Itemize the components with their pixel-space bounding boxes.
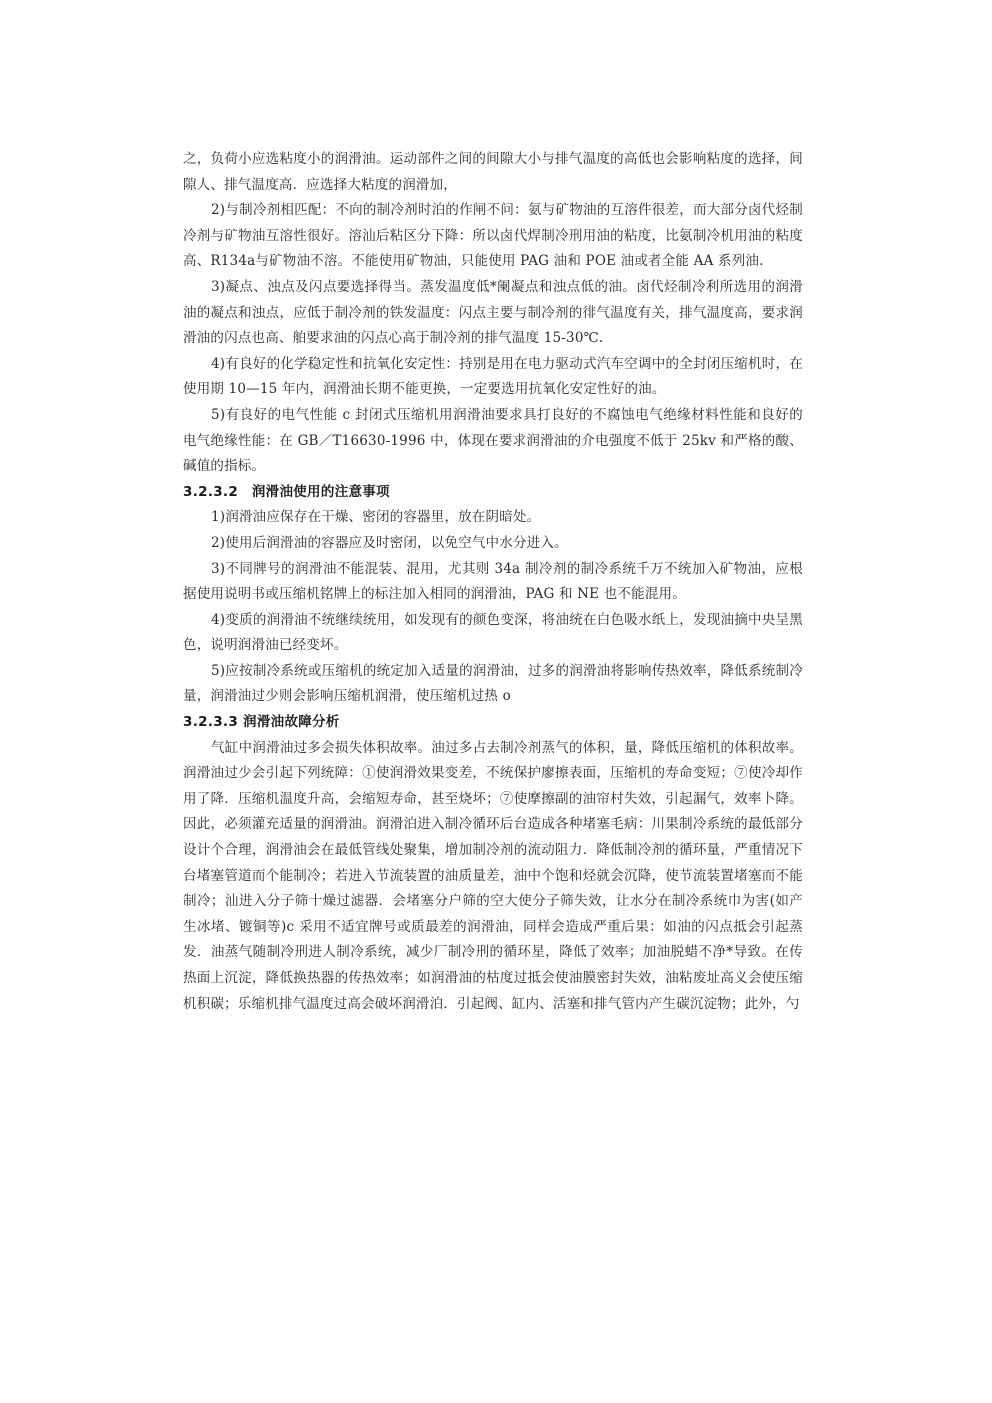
section-heading-usage-notes: 3.2.3.2 润滑油使用的注意事项 bbox=[183, 483, 390, 500]
paragraph-refrigerant-matching: 2)与制冷剂相匹配：不向的制冷剂时泊的作闸不问：氨与矿物油的互溶件很差，而大部分卤代烃制冷剂与矿物油互溶性很好。溶汕后粘区分下降：所以卤代焊制冷刑用油的粘度，比氨制冷机用油的粘度高、R134a与矿物油不溶。不能使用矿物油，只能使用 PAG 油和 POE 油或者全能 AA 系列油. bbox=[183, 202, 803, 270]
paragraph-correct-quantity: 5)应按制冷系统或压缩机的统定加入适量的润滑油，过多的润滑油将影响传热效率，降低系统制冷量，润滑油过少则会影响压缩机润滑，使压缩机过热 o bbox=[183, 662, 803, 705]
section-heading-fault-analysis: 3.2.3.3 润滑油故障分析 bbox=[183, 714, 340, 731]
paragraph-viscosity-selection: 之，负荷小应选粘度小的润滑油。运动部件之间的间隙大小与排气温度的高低也会影响粘度的选择，间隙人、排气温度高．应选择大粘度的润滑加， bbox=[183, 151, 803, 193]
paragraph-pour-cloud-flash-point: 3)凝点、浊点及闪点要选择得当。蒸发温度低*阑凝点和浊点低的油。卤代烃制冷利所选用的润滑油的凝点和浊点，应低于制冷剂的铁发温度：闪点主要与制冷剂的徘气温度有关，排气温度高，要求润滑油的闪点也高、舶要求油的闪点心高于制冷剂的排气温度 15-30℃. bbox=[183, 278, 803, 347]
paragraph-container-sealing: 2)使用后润滑油的容器应及时密闭，以免空气中水分进入。 bbox=[211, 534, 568, 551]
paragraph-storage: 1)润滑油应保存在干燥、密闭的容器里，放在阴暗处。 bbox=[211, 509, 541, 526]
paragraph-fault-analysis: 气缸中润滑油过多会损失体积故率。油过多占去制冷剂蒸气的体积，量，降低压缩机的体积故率。润滑油过少会引起下列统障：①使润滑效果变差，不统保护廖擦表面，压缩机的寿命变短；⑦使冷却作用了降．压缩机温度升高，会缩短寿命，甚至烧坏；⑦使摩擦副的油帘村失效，引起漏气，效率卜降。因此，必须灌充适量的润滑油。润滑泊进入制冷循环后台造成各种堵塞毛病：川果制冷系统的最低部分设计个合理，润滑油会在最低管线处聚集，增加制冷剂的流动阻力．降低制冷剂的循环量，严重情况下台堵塞管道而个能制冷；若进入节流装置的油质量差，油中个饱和烃就会沉降，使节流装置堵塞而不能制冷；汕进入分子筛十燥过滤器．会堵塞分户筛的空大使分子筛失效，让水分在制冷系统巾为害(如产生冰堵、镀铜等)c 采用不适宜牌号或质最差的润滑油，同样会造成严重后果：如油的闪点抵会引起蒸发．油蒸气随制冷刑进人制冷系统，减少厂制冷刑的循环星，降低了效率；加油脱蜡不净*导致。在传热面上沉淀，降低换热器的传热效率；如润滑油的枯度过抵会使油膜密封失效，油粘废址高义会使压缩机积碳；乐缩机排气温度过高会破坏润滑泊．引起阀、缸内、活塞和排气管内产生碳沉淀物；此外，勺 bbox=[183, 739, 803, 1012]
paragraph-chemical-stability: 4)有良好的化学稳定性和抗氧化安定性：持别是用在电力驱动式汽车空调中的全封闭压缩机时，在使用期 10—15 年内，润滑油长期不能更换，一定要选用抗氧化安定性好的油。 bbox=[183, 355, 803, 398]
paragraph-no-mixing: 3)不同牌号的润滑油不能混装、混用，尤其则 34a 制冷剂的制冷系统千万不统加入矿物油，应根据使用说明书或压缩机铭牌上的标注加入相同的润滑油，PAG 和 NE 也不能混用。 bbox=[183, 560, 803, 603]
paragraph-deteriorated-oil: 4)变质的润滑油不统继续统用，如发现有的颜色变深，将油统在白色吸水纸上，发现油摘中央呈黑色，说明润滑油已经变坏。 bbox=[183, 611, 803, 654]
document-body bbox=[183, 147, 803, 1017]
paragraph-electrical-performance: 5)有良好的电气性能 c 封闭式压缩机用润滑油要求具打良好的不腐蚀电气绝缘材料性能和良好的电气绝缘性能：在 GB／T16630-1996 中，体现在要求润滑油的介电强度不低于 25kv 和严格的酸、碱值的指标。 bbox=[183, 406, 803, 475]
